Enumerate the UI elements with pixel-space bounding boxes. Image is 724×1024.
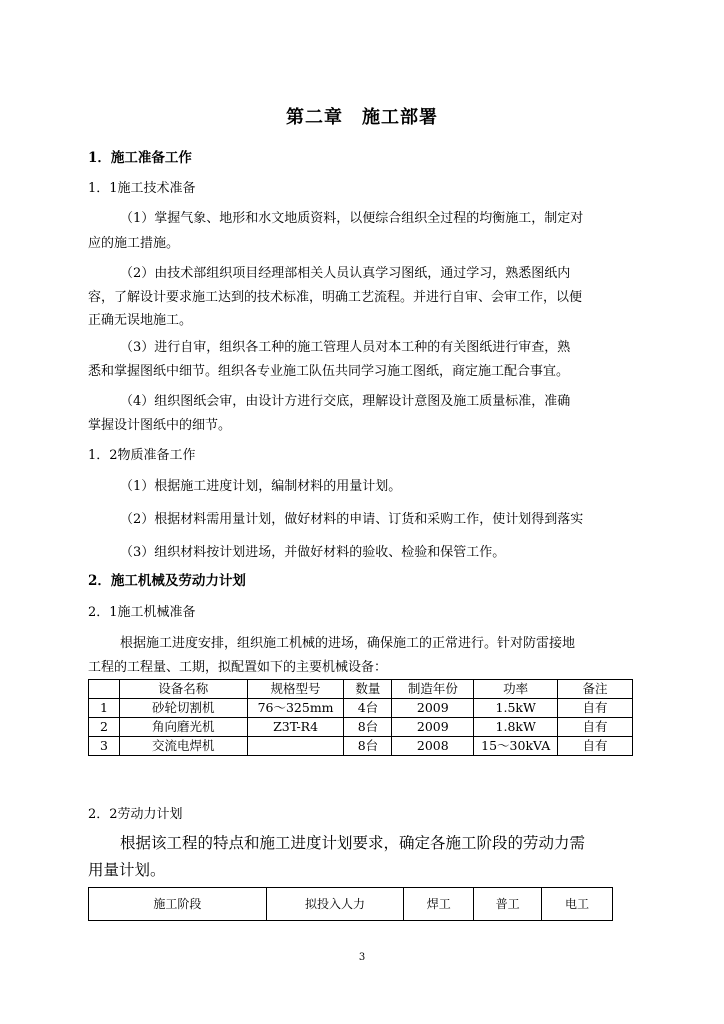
paragraph-line: 悉和掌握图纸中细节。组织各专业施工队伍共同学习施工图纸，商定施工配合事宜。 (88, 364, 570, 379)
chapter-title: 第二章 施工部署 (286, 107, 438, 128)
subsection-1-1-heading: 1．1施工技术准备 (88, 181, 196, 196)
table-cell: 3 (89, 737, 120, 756)
paragraph-line: （4）组织图纸会审，由设计方进行交底，理解设计意图及施工质量标准，准确 (120, 394, 571, 409)
table-cell: 8台 (344, 737, 392, 756)
equipment-table (88, 679, 633, 756)
table-cell: Z3T-R4 (247, 718, 344, 737)
table-header-cell: 电工 (542, 888, 613, 921)
table-cell (247, 737, 344, 756)
table-header-row (89, 680, 633, 699)
paragraph-line: 工程的工程量、工期，拟配置如下的主要机械设备： (88, 660, 388, 675)
table-header-cell: 备注 (558, 680, 633, 699)
table-cell: 4台 (344, 699, 392, 718)
paragraph-line: （2）由技术部组织项目经理部相关人员认真学习图纸，通过学习，熟悉图纸内 (120, 266, 571, 281)
paragraph-line: 根据施工进度安排，组织施工机械的进场，确保施工的正常进行。针对防雷接地 (120, 636, 576, 651)
paragraph-line: （1）根据施工进度计划，编制材料的用量计划。 (120, 479, 402, 494)
table-cell: 交流电焊机 (119, 737, 247, 756)
table-cell: 自有 (558, 718, 633, 737)
table-cell: 砂轮切割机 (119, 699, 247, 718)
paragraph-line: （1）掌握气象、地形和水文地质资料，以便综合组织全过程的均衡施工，制定对 (120, 211, 584, 226)
table-header-cell: 拟投入人力 (266, 888, 404, 921)
table-header-cell: 普工 (474, 888, 542, 921)
table-cell: 自有 (558, 699, 633, 718)
table-row (89, 699, 633, 718)
paragraph-line: 容，了解设计要求施工达到的技术标准，明确工艺流程。并进行自审、会审工作，以便 (88, 290, 583, 305)
paragraph-line: 根据该工程的特点和施工进度计划要求，确定各施工阶段的劳动力需 (120, 834, 586, 852)
subsection-2-2-heading: 2．2劳动力计划 (88, 807, 183, 822)
paragraph-line: 应的施工措施。 (88, 236, 180, 251)
table-header-cell: 设备名称 (119, 680, 247, 699)
table-cell: 自有 (558, 737, 633, 756)
table-row (89, 737, 633, 756)
table-header-cell: 制造年份 (392, 680, 474, 699)
table-cell: 8台 (344, 718, 392, 737)
table-cell: 角向磨光机 (119, 718, 247, 737)
table-cell: 15～30kVA (474, 737, 558, 756)
labor-table (88, 887, 613, 921)
paragraph-line: 掌握设计图纸中的细节。 (88, 418, 232, 433)
table-cell: 1.8kW (474, 718, 558, 737)
table-header-cell: 施工阶段 (89, 888, 267, 921)
table-header-cell: 规格型号 (247, 680, 344, 699)
table-cell: 2008 (392, 737, 474, 756)
subsection-1-2-heading: 1．2物质准备工作 (88, 448, 196, 463)
section-2-heading: 2．施工机械及劳动力计划 (88, 573, 246, 589)
paragraph-line: （3）组织材料按计划进场，并做好材料的验收、检验和保管工作。 (120, 545, 506, 560)
paragraph-line: （2）根据材料需用量计划，做好材料的申请、订货和采购工作，使计划得到落实 (120, 512, 584, 527)
table-header-cell (89, 680, 120, 699)
section-1-heading: 1．施工准备工作 (88, 150, 192, 166)
table-header-cell: 功率 (474, 680, 558, 699)
table-cell: 76～325mm (247, 699, 344, 718)
paragraph-line: （3）进行自审，组织各工种的施工管理人员对本工种的有关图纸进行审查，熟 (120, 340, 571, 355)
paragraph-line: 正确无误地施工。 (88, 313, 193, 328)
table-cell: 2009 (392, 718, 474, 737)
paragraph-line: 用量计划。 (88, 861, 166, 879)
table-cell: 2009 (392, 699, 474, 718)
table-header-cell: 焊工 (404, 888, 474, 921)
table-cell: 1.5kW (474, 699, 558, 718)
table-header-cell: 数量 (344, 680, 392, 699)
table-cell: 1 (89, 699, 120, 718)
table-cell: 2 (89, 718, 120, 737)
table-header-row (89, 888, 613, 921)
page-number: 3 (358, 952, 366, 963)
subsection-2-1-heading: 2．1施工机械准备 (88, 605, 196, 620)
table-row (89, 718, 633, 737)
